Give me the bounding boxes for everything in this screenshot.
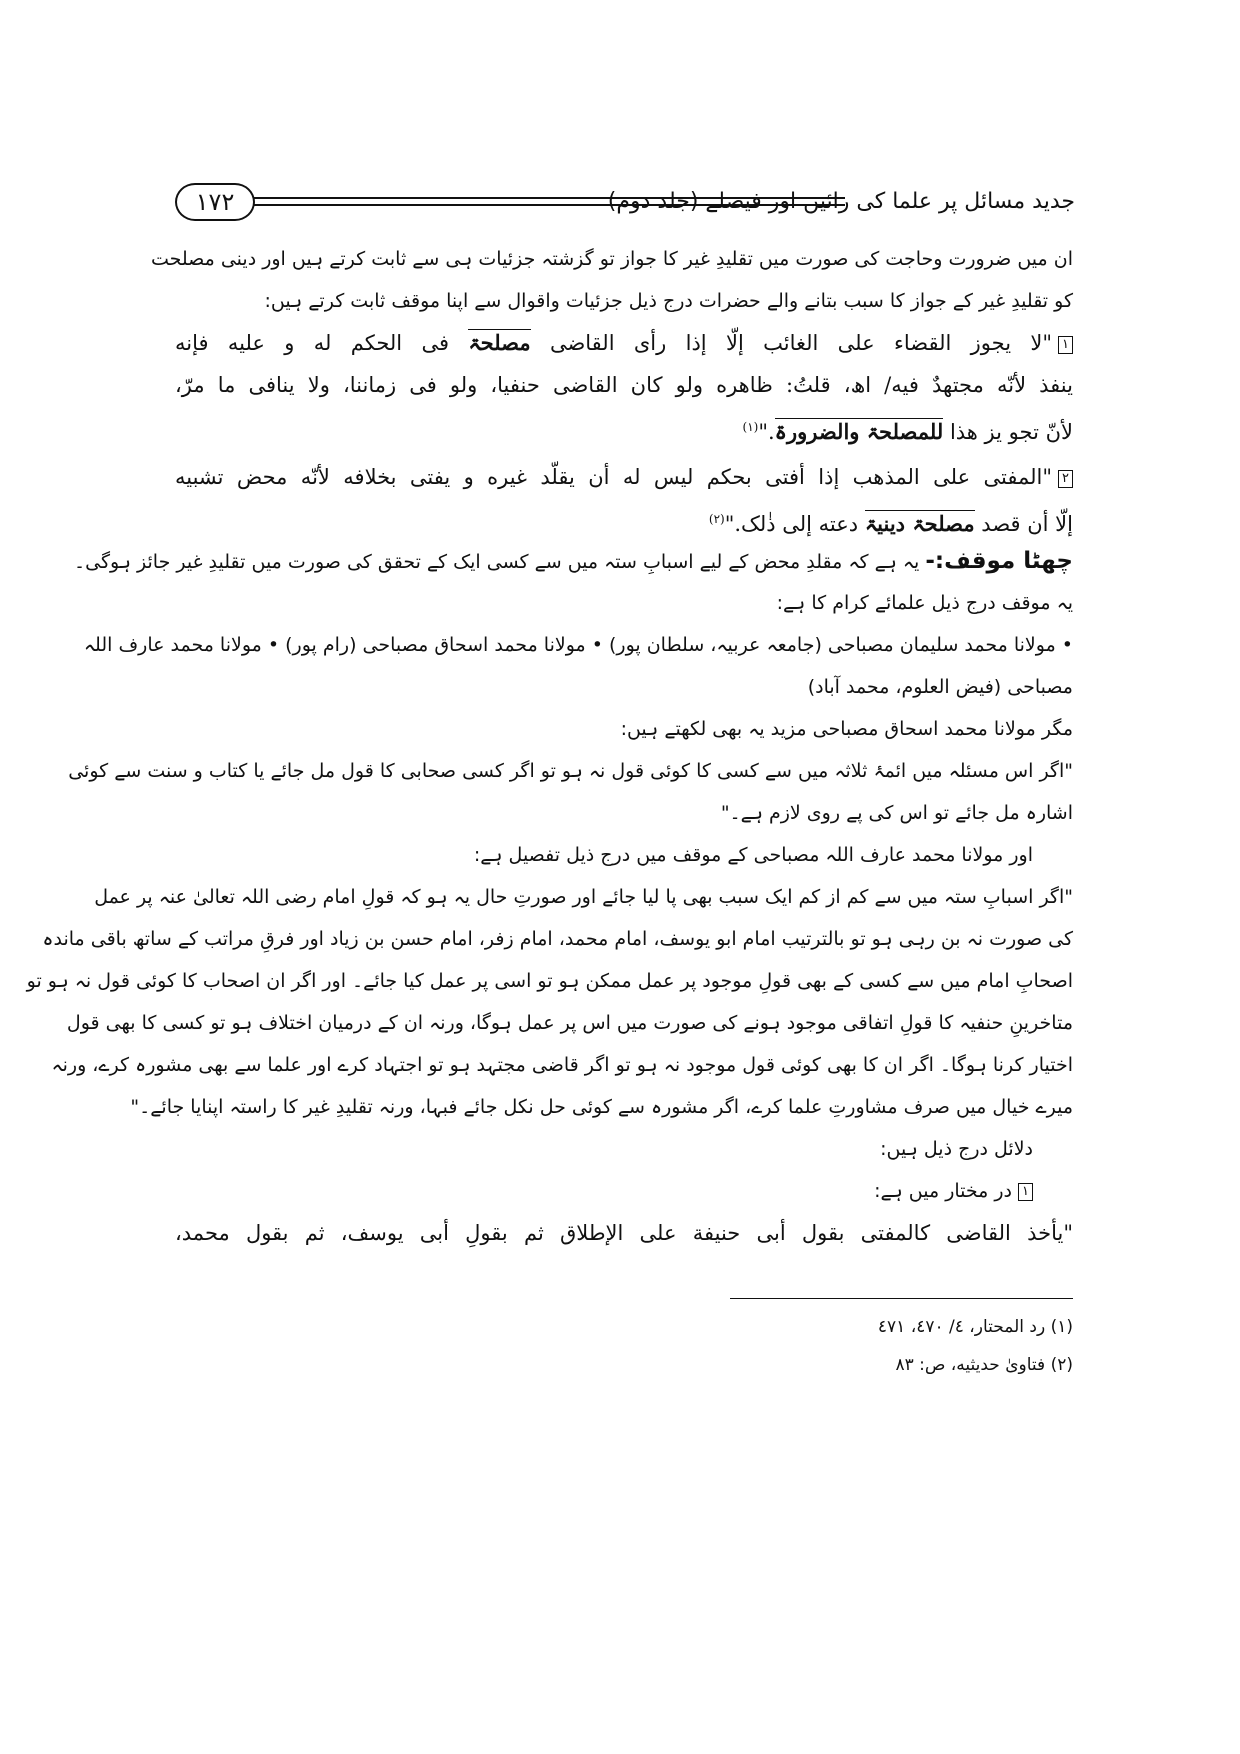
footnote-separator [730, 1298, 1073, 1299]
scholar-list-line: مصباحی (فیض العلوم، محمد آباد) [807, 676, 1073, 698]
quote-line: "اگر اسبابِ ستہ میں سے کم از کم ایک سبب بھی پا لیا جائے اور صورتِ حال یہ ہو کہ قولِ امام رضی اللہ تعالیٰ عنہ پر عمل [94, 886, 1073, 908]
footnote-1: (۱) رد المحتار، ٤/ ٤٧٠، ٤٧١ [877, 1317, 1073, 1337]
footnotes [730, 1310, 1073, 1386]
footnote-ref: (۱) [742, 420, 759, 434]
quote-2-line: ۲"المفتی علی المذهب إذا أفتی بحکم لیس له أن یقلّد غیره و یفتی بخلافه لأنّه محض تشبیه [175, 456, 1073, 498]
item-number-box: ۱ [1058, 336, 1073, 354]
quote-3-line: "یأخذ القاضی کالمفتی بقول أبی حنیفة علی الإطلاق ثم بقولِ أبی یوسف، ثم بقول محمد، [175, 1221, 1073, 1245]
item-number-box: ۱ [1018, 1183, 1033, 1201]
text-line: دلائل درج ذیل ہیں: [880, 1138, 1033, 1160]
section-heading: چھٹا موقف:- [925, 548, 1073, 574]
quote-2-line: إلّا أن قصد مصلحۃ دینیۃ دعته إلی ذٰلک."$^{(۲)}$ [708, 511, 1073, 536]
running-header [175, 183, 1075, 229]
overlined-term: للمصلحۃ والضرورۃ [774, 419, 944, 444]
page-body [26, 238, 1073, 1254]
page-number: ۱۷۲ [175, 183, 255, 221]
quote-line: میرے خیال میں صرف مشاورتِ علما کرے، اگر مشورہ سے کوئی حل نکل جائے فبہا، ورنہ تقلیدِ غیر کا راستہ اپنایا جائے۔" [130, 1096, 1073, 1118]
text-line: یہ موقف درج ذیل علمائے کرام کا ہے: [776, 592, 1073, 614]
quote-line: کی صورت نہ بن رہی ہو تو بالترتیب امام ابو یوسف، امام محمد، امام زفر، امام حسن بن زیاد اور فرقِ مراتب کے ساتھ باقی ماندہ [42, 928, 1073, 950]
footnote-2: (۲) فتاویٰ حدیثیه، ص: ۸۳ [895, 1355, 1073, 1375]
text-line: کو تقلیدِ غیر کے جواز کا سبب بتانے والے حضرات درج ذیل جزئیات واقوال سے اپنا موقف ثابت کرتے ہیں: [264, 290, 1073, 312]
item-number-box: ۲ [1058, 470, 1073, 488]
footnote-ref: (۲) [708, 512, 725, 526]
quote-line: "اگر اس مسئلہ میں ائمۂ ثلاثہ میں سے کسی کا کوئی قول نہ ہو تو اگر کسی صحابی کا قول مل جائے یا کتاب و سنت سے کوئی [68, 760, 1073, 782]
quote-1-line: ۱"لا یجوز القضاء علی الغائب إلّا إذا رأی القاضی مصلحۃ فی الحکم له و علیه فإنه [175, 322, 1073, 364]
text-line: اور مولانا محمد عارف اللہ مصباحی کے موقف میں درج ذیل تفصیل ہے: [473, 844, 1033, 866]
text-line: ان میں ضرورت وحاجت کی صورت میں تقلیدِ غیر کا جواز تو گزشتہ جزئیات ہی سے ثابت کرتے ہیں اور دینی مصلحت [150, 248, 1073, 270]
quote-line: متاخرینِ حنفیہ کا قولِ اتفاقی موجود ہونے کی صورت میں اس پر عمل ہوگا، ورنہ ان کے درمیان اختلاف ہو تو کسی کا بھی قول [66, 1012, 1073, 1034]
book-title: جدید مسائل پر علما کی رائیں اور فیصلے (جلد دوم) [845, 181, 1075, 223]
quote-1-line: لأنّ تجو یز هذا للمصلحۃ والضرورۃ."$^{(۱)}$ [742, 419, 1073, 444]
bold-term: مصلحۃ [468, 330, 531, 355]
overlined-term: مصلحۃ دینیۃ [864, 511, 975, 536]
quote-line: اختیار کرنا ہوگا۔ اگر ان کا بھی کوئی قول موجود نہ ہو تو اگر قاضی مجتہد ہو تو اجتہاد کرے اور علما سے بھی مشورہ کرے، ورنہ [51, 1054, 1073, 1076]
scholar-list-line: • مولانا محمد سلیمان مصباحی (جامعہ عربیہ، سلطان پور) • مولانا محمد اسحاق مصباحی (رام پور) • مولانا محمد عارف اللہ [83, 634, 1073, 656]
text-line: مگر مولانا محمد اسحاق مصباحی مزید یہ بھی لکھتے ہیں: [620, 718, 1073, 740]
quote-line: اشارہ مل جائے تو اس کی پے روی لازم ہے۔" [720, 802, 1073, 824]
quote-1-line: ینفذ لأنّه مجتهدٌ فیه/ اھ، قلتُ: ظاهره ولو کان القاضی حنفیا، ولو فی زماننا، ولا ینافی ما مرّ، [175, 373, 1073, 397]
quote-line: اصحابِ امام میں سے کسی کے بھی قولِ موجود پر عمل ممکن ہو تو اسی پر عمل کیا جائے۔ اور اگر ان اصحاب کا کوئی قول نہ ہو تو [26, 970, 1073, 992]
text-line: ۱در مختار میں ہے: [175, 1170, 1073, 1212]
section-heading-line: چھٹا موقف:- یہ ہے کہ مقلدِ محض کے لیے اسبابِ ستہ میں سے کسی ایک کے تحقق کی صورت میں تقلیدِ غیر جائز ہوگی۔ [74, 548, 1073, 574]
